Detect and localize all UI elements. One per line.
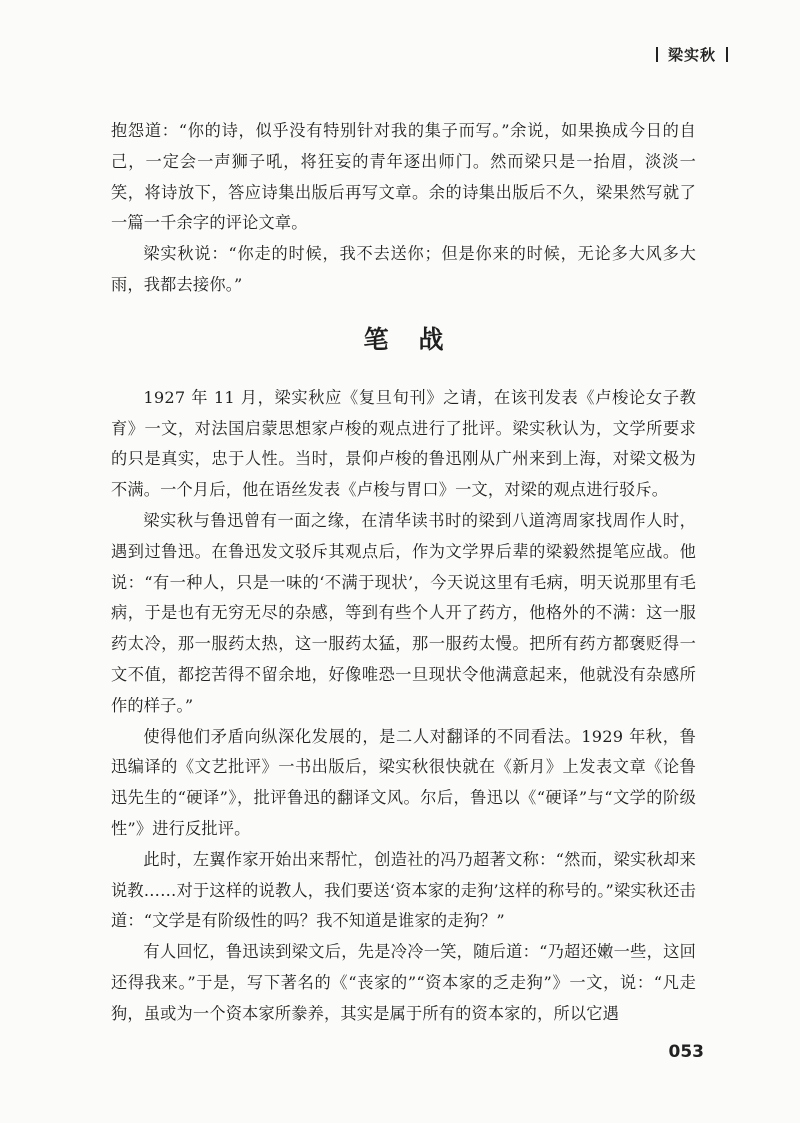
paragraph: 此时，左翼作家开始出来帮忙，创造社的冯乃超著文称：“然而，梁实秋却来说教……对于这样的说教人，我们要送‘资本家的走狗’这样的称号的。”梁实秋还击道：“文学是有阶级性的吗？我不知道是谁家的走狗？” bbox=[111, 849, 696, 931]
header-divider-right bbox=[726, 47, 728, 62]
running-title: 梁实秋 bbox=[667, 46, 716, 64]
page-number: 053 bbox=[668, 1042, 704, 1062]
paragraph-quote: 梁实秋说：“你走的时候，我不去送你；但是你来的时候，无论多大风多大雨，我都去接你。” bbox=[111, 244, 696, 294]
paragraph: 梁实秋与鲁迅曾有一面之缘，在清华读书时的梁到八道湾周家找周作人时，遇到过鲁迅。在鲁迅发文驳斥其观点后，作为文学界后辈的梁毅然提笔应战。他说：“有一种人，只是一味的‘不满于现状’，今天说这里有毛病，明天说那里有毛病，于是也有无穷无尽的杂感，等到有些个人开了药方，他格外的不满：这一服药太冷，那一服药太热，这一服药太猛，那一服药太慢。把所有药方都褒贬得一文不值，都挖苦得不留余地，好像唯恐一旦现状令他满意起来，他就没有杂感所作的样子。” bbox=[111, 510, 696, 715]
running-header bbox=[646, 44, 738, 65]
paragraph-continued: 抱怨道：“你的诗，似乎没有特别针对我的集子而写。”余说，如果换成今日的自己，一定会一声狮子吼，将狂妄的青年逐出师门。然而梁只是一抬眉，淡淡一笑，将诗放下，答应诗集出版后再写文章。余的诗集出版后不久，梁果然写就了一篇一千余字的评论文章。 bbox=[111, 121, 696, 233]
page-body bbox=[111, 116, 696, 1030]
section-title: 笔战 bbox=[363, 324, 474, 354]
paragraph: 有人回忆，鲁迅读到梁文后，先是冷冷一笑，随后道：“乃超还嫩一些，这回还得我来。”于是，写下著名的《“丧家的”“资本家的乏走狗”》一文，说：“凡走狗，虽或为一个资本家所豢养，其实是属于所有的资本家的，所以它遇 bbox=[111, 942, 696, 1023]
header-divider-left bbox=[656, 47, 658, 62]
paragraph: 使得他们矛盾向纵深化发展的，是二人对翻译的不同看法。1929 年秋，鲁迅编译的《文艺批评》一书出版后，梁实秋很快就在《新月》上发表文章《论鲁迅先生的“硬译”》，批评鲁迅的翻译文风。尔后，鲁迅以《“硬译”与“文学的阶级性”》进行反批评。 bbox=[111, 726, 696, 838]
paragraph: 1927 年 11 月，梁实秋应《复旦旬刊》之请，在该刊发表《卢梭论女子教育》一文，对法国启蒙思想家卢梭的观点进行了批评。梁实秋认为，文学所要求的只是真实，忠于人性。当时，景仰卢梭的鲁迅刚从广州来到上海，对梁文极为不满。一个月后，他在语丝发表《卢梭与胃口》一文，对梁的观点进行驳斥。 bbox=[111, 387, 696, 500]
